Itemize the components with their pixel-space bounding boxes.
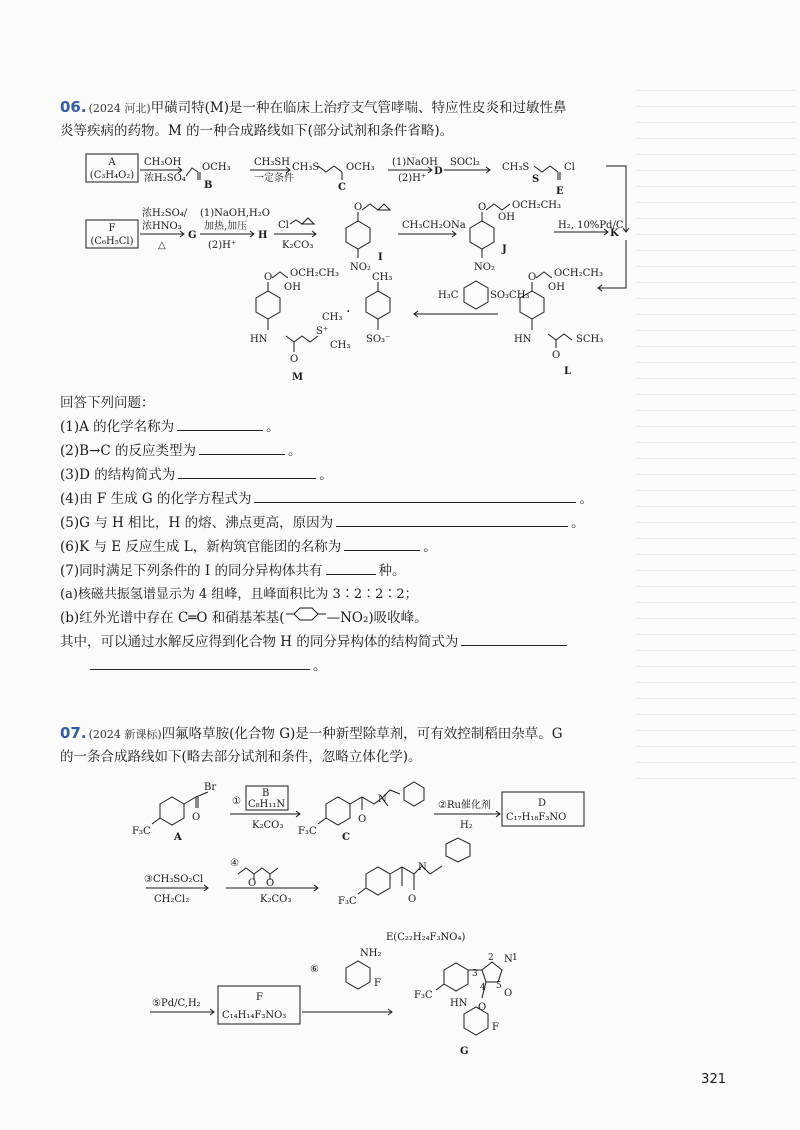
q06-item-3-end: 。 <box>319 467 333 483</box>
q06-item-1-text: (1)A 的化学名称为 <box>60 419 175 435</box>
q06-M-Splus: S⁺ <box>316 326 329 337</box>
q06-formula-A: (C₃H₄O₂) <box>89 170 135 181</box>
q07-s2-top: ②Ru催化剂 <box>438 800 491 811</box>
q06-label-I: I <box>378 252 383 263</box>
q06-r4-top: SOCl₂ <box>450 157 480 168</box>
q06-label-B: B <box>204 180 213 191</box>
q07-s6-top: ⑥ <box>310 964 319 975</box>
q07-s3-bot: CH₂Cl₂ <box>154 894 190 905</box>
q07-s6-F: F <box>374 978 381 989</box>
q06-r9-top: H₂, 10%Pd/C <box>558 220 624 231</box>
q06-item-7-blank[interactable] <box>326 559 376 575</box>
margin-ruled-lines <box>636 90 796 780</box>
q06-label-J: J <box>502 244 507 255</box>
nitrophenyl-ring-icon <box>286 606 326 622</box>
q06-item-4-blank[interactable] <box>254 487 576 503</box>
q07-intro-line1 <box>60 722 650 746</box>
q07-G-N: N <box>504 954 513 965</box>
q06-J-OEt: OCH₂CH₃ <box>512 200 561 211</box>
q07-label-E: E(C₂₂H₂₄F₃NO₄) <box>386 932 466 943</box>
q06-intro-line1 <box>60 96 650 120</box>
q07-G-n3: 3 <box>472 969 478 979</box>
q06-cond-b-text: (b)红外光谱中存在 C═O 和硝基苯基( <box>60 610 285 626</box>
q06-r10-top: H₃C <box>438 290 459 301</box>
q06-C-group1: CH₃S <box>292 162 320 173</box>
q07-G-n2: 2 <box>488 953 494 963</box>
q07-s4-O1: O <box>248 878 257 889</box>
q06-r7-top: Cl <box>278 220 289 231</box>
q06-L-HN: HN <box>514 334 532 345</box>
q07-s3-top: ③CH₃SO₂Cl <box>144 874 204 885</box>
q06-r6-bot: (2)H⁺ <box>208 240 237 251</box>
q07-intro2: 的一条合成路线如下(略去部分试剂和条件，忽略立体化学)。 <box>60 749 422 765</box>
q06-item-6 <box>60 535 650 559</box>
q06-I-O: O <box>354 202 363 213</box>
q06-r3-bot: (2)H⁺ <box>398 173 427 184</box>
q06-I-NO2: NO₂ <box>350 262 371 273</box>
q07-s4-top: ④ <box>230 858 239 869</box>
q07-s5-top: ⑤Pd/C,H₂ <box>152 998 201 1009</box>
q06-item-3-blank[interactable] <box>178 463 316 479</box>
q07-s4-bot: K₂CO₃ <box>260 894 292 905</box>
q06-M-CH3c: CH₃ <box>372 272 393 283</box>
q07-label-C: C <box>342 832 350 843</box>
q06-intro-line2 <box>60 120 650 143</box>
q06-final <box>60 630 650 654</box>
q06-item-7-text: (7)同时满足下列条件的 I 的同分异构体共有 <box>60 563 323 579</box>
q06-item-5-end: 。 <box>571 515 585 531</box>
q06-r2-bot: 一定条件 <box>254 173 294 184</box>
q06-cond-b-end: )吸收峰。 <box>368 610 428 626</box>
q06-final-blank-1[interactable] <box>461 630 567 646</box>
q06-M-HN: HN <box>250 334 268 345</box>
q06-item-3-text: (3)D 的结构简式为 <box>60 467 176 483</box>
q06-item-5-blank[interactable] <box>336 511 568 527</box>
q06-formula-F: (C₆H₅Cl) <box>90 236 134 247</box>
question-07 <box>60 722 650 769</box>
q07-C-N: N <box>378 794 387 805</box>
q06-item-1-end: 。 <box>266 419 280 435</box>
q06-label-H: H <box>258 230 268 241</box>
q07-E-N: N <box>418 862 427 873</box>
q06-M-OEt: OCH₂CH₃ <box>290 268 339 279</box>
q06-M-O2: O <box>290 354 299 365</box>
q07-A-Br: Br <box>204 782 217 793</box>
q07-number: 07. <box>60 724 87 742</box>
q06-C-group2: OCH₃ <box>346 162 375 173</box>
q06-item-2-end: 。 <box>287 443 302 459</box>
q06-J-O: O <box>478 202 487 213</box>
q06-r6-mid: 加热,加压 <box>204 221 248 232</box>
page-number: 321 <box>701 1072 726 1087</box>
q06-final-blank-2[interactable] <box>90 654 310 670</box>
q06-item-6-blank[interactable] <box>344 535 420 551</box>
q06-final-end: 。 <box>313 658 327 674</box>
q06-item-3 <box>60 463 650 487</box>
q06-synthesis-scheme <box>78 148 638 380</box>
q06-item-4 <box>60 487 650 511</box>
q06-r1-bot: 浓H₂SO₄ <box>144 173 186 184</box>
q06-r5-bot: △ <box>158 240 166 251</box>
q06-cond-a: (a)核磁共振氢谱显示为 4 组峰，且峰面积比为 3∶2∶2∶2； <box>60 587 418 602</box>
q06-label-S: S <box>532 174 540 185</box>
q06-M-SO3: SO₃⁻ <box>366 334 391 345</box>
q06-prompt: 回答下列问题： <box>60 395 155 411</box>
q06-source: (2024 河北) <box>88 102 151 115</box>
q06-M-CH3a: CH₃ <box>322 312 343 323</box>
q07-s6-NH2: NH₂ <box>360 948 382 959</box>
q07-G-n1: 1 <box>512 953 518 963</box>
q06-label-G: G <box>188 230 197 241</box>
q06-final-text: 其中，可以通过水解反应得到化合物 H 的同分异构体的结构简式为 <box>60 634 459 650</box>
q06-item-6-end: 。 <box>423 539 437 555</box>
q06-item-1-blank[interactable] <box>177 415 263 431</box>
q06-label-K: K <box>610 228 619 239</box>
q07-G-n5: 5 <box>496 981 502 991</box>
q06-label-L: L <box>564 366 572 377</box>
q06-r2-top: CH₃SH <box>254 157 290 168</box>
q07-C-O: O <box>358 814 367 825</box>
q07-G-F: F <box>492 1022 499 1033</box>
q06-final-2 <box>60 654 650 678</box>
q06-r3-top: (1)NaOH <box>392 157 438 168</box>
q06-B-group: OCH₃ <box>202 162 231 173</box>
q07-source: (2024 新课标) <box>88 728 162 741</box>
q06-r6-top: (1)NaOH,H₂O <box>200 208 270 219</box>
q06-J-NO2: NO₂ <box>474 262 495 273</box>
q07-s1-label: ① <box>232 796 241 807</box>
q06-label-A: A <box>108 157 116 168</box>
q06-item-2 <box>60 439 650 463</box>
q06-item-7-end: 种。 <box>378 563 406 579</box>
q06-item-4-end: 。 <box>579 491 593 507</box>
q06-r5-mid: 浓HNO₃ <box>142 221 182 232</box>
q07-A-F3C: F₃C <box>132 826 151 837</box>
q07-G-n4: 4 <box>480 983 486 993</box>
q07-G-HN: HN <box>450 998 468 1009</box>
q06-item-1 <box>60 415 650 439</box>
q06-r7-bot: K₂CO₃ <box>282 240 314 251</box>
q07-label-A: A <box>174 832 182 843</box>
q07-intro-line2 <box>60 746 650 769</box>
q06-item-4-text: (4)由 F 生成 G 的化学方程式为 <box>60 491 252 507</box>
q06-L-OH: OH <box>548 282 565 293</box>
q06-item-5 <box>60 511 650 535</box>
q07-label-B: B <box>262 788 270 799</box>
q06-item-2-text: (2)B→C 的反应类型为 <box>60 443 196 459</box>
q06-L-O2: O <box>552 350 561 361</box>
q06-item-5-text: (5)G 与 H 相比，H 的熔、沸点更高，原因为 <box>60 515 334 531</box>
q07-intro1: 四氟咯草胺(化合物 G)是一种新型除草剂，可有效控制稻田杂草。G <box>161 726 563 742</box>
q06-questions <box>60 392 650 678</box>
question-06 <box>60 96 650 143</box>
q07-E-O: O <box>408 894 417 905</box>
q06-M-CH3b: CH₃ <box>330 340 351 351</box>
q06-item-6-text: (6)K 与 E 反应生成 L，新构筑官能团的名称为 <box>60 539 342 555</box>
q07-G-O2: O <box>478 1002 487 1013</box>
q06-J-OH: OH <box>498 212 515 223</box>
q06-M-dot: · <box>346 304 351 320</box>
q06-label-M: M <box>292 372 304 380</box>
q06-M-OH: OH <box>284 282 301 293</box>
q07-formula-B: C₈H₁₁N <box>248 799 286 810</box>
q06-number: 06. <box>60 98 87 116</box>
q06-r10-so: SO₃CH₃ <box>490 290 530 301</box>
q06-E-group2: Cl <box>564 162 575 173</box>
q07-A-O: O <box>192 812 201 823</box>
q06-L-O: O <box>528 272 537 283</box>
q06-cond-b <box>60 606 650 630</box>
q06-L-OEt: OCH₂CH₃ <box>554 268 603 279</box>
q07-formula-F: C₁₄H₁₄F₃NO₃ <box>222 1010 287 1021</box>
q07-G-F3C: F₃C <box>414 990 433 1001</box>
q06-L-SCH3: SCH₃ <box>576 334 604 345</box>
q06-cond-b-group: —NO₂ <box>326 610 369 626</box>
q07-label-D: D <box>538 798 547 809</box>
q06-intro2: 炎等疾病的药物。M 的一种合成路线如下(部分试剂和条件省略)。 <box>60 123 454 139</box>
q06-intro1: 甲磺司特(M)是一种在临床上治疗支气管哮喘、特应性皮炎和过敏性鼻 <box>150 100 567 116</box>
q07-s2-bot: H₂ <box>460 820 473 831</box>
q06-label-D: D <box>434 166 443 177</box>
q06-label-C: C <box>338 182 346 193</box>
q06-item-7 <box>60 559 650 583</box>
q07-formula-D: C₁₇H₁₈F₃NO <box>506 812 567 823</box>
q07-label-F: F <box>256 992 263 1003</box>
q06-label-E: E <box>556 186 564 197</box>
q07-E-F3C: F₃C <box>338 896 357 907</box>
q06-r8-top: CH₃CH₂ONa <box>402 220 466 231</box>
q06-item-2-blank[interactable] <box>199 439 285 455</box>
q07-s4-O2: O <box>266 878 275 889</box>
q07-s1-bot: K₂CO₃ <box>252 820 284 831</box>
q06-r5-top: 浓H₂SO₄/ <box>142 208 188 219</box>
q07-G-O1: O <box>504 988 513 999</box>
q06-E-group1: CH₃S <box>502 162 530 173</box>
q06-M-O: O <box>264 272 273 283</box>
q07-label-G: G <box>460 1046 469 1057</box>
q06-r1-top: CH₃OH <box>144 157 182 168</box>
q07-synthesis-scheme <box>130 774 600 1064</box>
q07-C-F3C: F₃C <box>298 826 317 837</box>
q06-label-F: F <box>108 223 116 234</box>
